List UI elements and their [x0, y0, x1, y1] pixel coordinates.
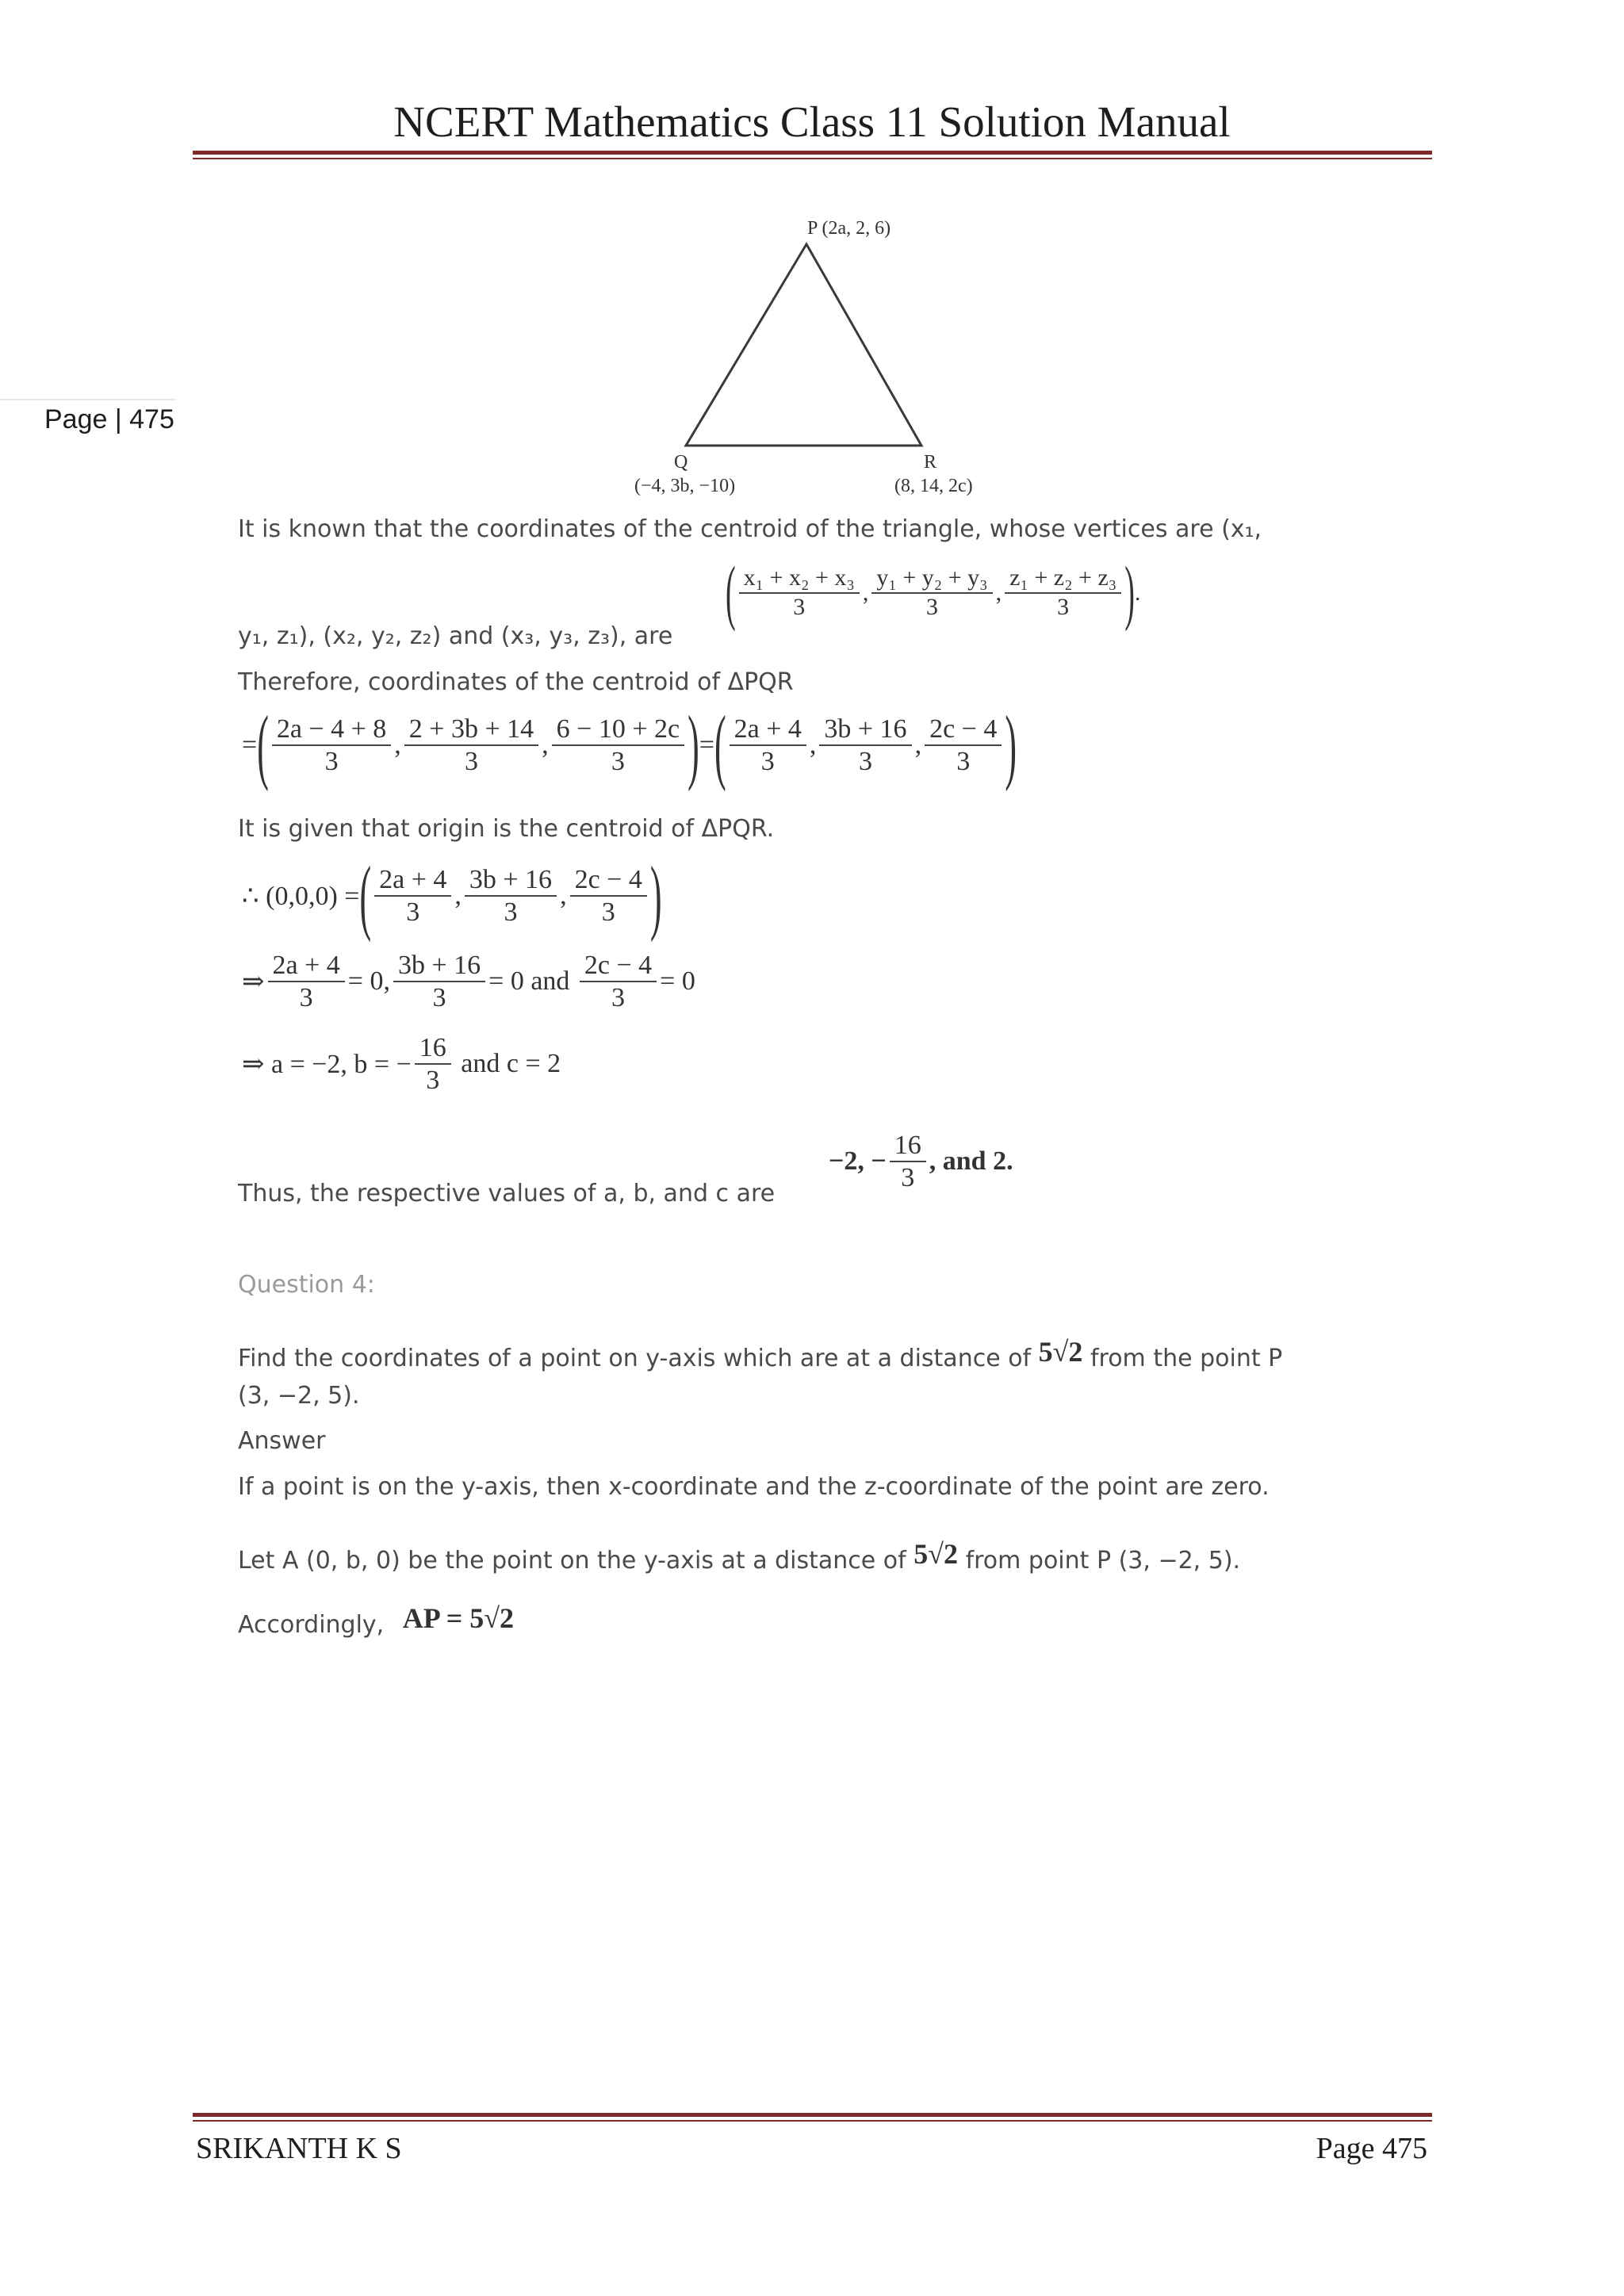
distance-value-2: 5√2: [914, 1538, 959, 1570]
centroid-x-num: x₁ + x₂ + x₃: [739, 564, 860, 594]
header-rule-thick: [193, 151, 1432, 155]
centroid-z-den: 3: [1057, 593, 1070, 620]
question-4-line-1: Find the coordinates of a point on y-axis which are at a distance of 5√2 from the point P: [238, 1336, 1283, 1372]
body-line-2: y₁, z₁), (x₂, y₂, z₂) and (x₃, y₃, z₃), are: [238, 622, 673, 650]
answer-line-1: If a point is on the y-axis, then x-coordinate and the z-coordinate of the point are zero.: [238, 1473, 1270, 1501]
equation-componentwise: ⇒ $\frac{2a + 4}{3}$ = 0, $\frac{3b + 16}{3}$ = 0 and $\frac{2c - 4}{3}$ = 0: [242, 951, 695, 1013]
centroid-formula: ( $\frac{\text{x₁ + x₂ + x₃}}{3}$ , $\frac{\text{y₁ + y₂ + y₃}}{3}$ , $\frac{\text{z₁ + z₂ + z₃}}{3}$ ) .: [726, 553, 1141, 633]
footer-rule-thin: [193, 2120, 1432, 2122]
equation-centroid-substitution: = ( $\frac{2a - 4 + 8}{3}$ , $\frac{2 + 3b + 14}{3}$ , $\frac{6 - 10 + 2c}{3}$ ) = ( $\frac{2a + 4}{3}$ , $\frac{3b + 16}{3}$ , $\frac{2c - 4}{3}$ ): [242, 698, 1017, 792]
triangle-pqr-figure: [619, 214, 1015, 507]
centroid-z-num: z₁ + z₂ + z₃: [1005, 564, 1121, 594]
ap-equation: AP = 5√2: [402, 1602, 515, 1634]
vertex-r-name: R: [924, 452, 937, 473]
page-header-title: NCERT Mathematics Class 11 Solution Manual: [393, 98, 1231, 146]
centroid-y-num: y₁ + y₂ + y₃: [871, 564, 992, 594]
vertex-r-coords: (8, 14, 2c): [894, 476, 973, 496]
vertex-q-name: Q: [674, 452, 688, 473]
side-divider: [0, 399, 176, 400]
body-line-1: It is known that the coordinates of the centroid of the triangle, whose vertices are (x₁,: [238, 515, 1262, 543]
question-4-heading: Question 4:: [238, 1271, 375, 1299]
body-line-3: Therefore, coordinates of the centroid of ΔPQR: [238, 668, 794, 696]
body-line-4: It is given that origin is the centroid of ΔPQR.: [238, 815, 775, 843]
header-rule-thin: [193, 158, 1432, 159]
centroid-y-den: 3: [925, 593, 938, 620]
equation-origin-centroid: ∴ (0,0,0) = ( $\frac{2a + 4}{3}$ , $\frac{3b + 16}{3}$ , $\frac{2c - 4}{3}$ ): [242, 849, 662, 943]
centroid-x-den: 3: [793, 593, 806, 620]
body-line-5: Thus, the respective values of a, b, and c are: [238, 1180, 776, 1207]
vertex-q-coords: (−4, 3b, −10): [634, 476, 736, 496]
footer-rule-thick: [193, 2113, 1432, 2117]
answer-line-2: Let A (0, b, 0) be the point on the y-axis at a distance of 5√2 from point P (3, −2, 5).: [238, 1538, 1241, 1575]
vertex-p-label: P (2a, 2, 6): [807, 218, 891, 239]
centroid-formula-tail: .: [1134, 579, 1141, 606]
footer-author: SRIKANTH K S: [196, 2132, 402, 2165]
question-4-line-2: (3, −2, 5).: [238, 1382, 360, 1410]
answer-line-3: Accordingly, AP = 5√2: [238, 1602, 515, 1639]
distance-value: 5√2: [1038, 1336, 1083, 1368]
answer-values: −2, − $\frac{16}{3}$ , and 2.: [829, 1131, 1013, 1193]
side-page-label: Page | 475: [44, 404, 174, 434]
equation-solution: ⇒ a = −2, b = − $\frac{16}{3}$ and c = 2: [242, 1033, 561, 1096]
footer-page-number: Page 475: [1316, 2132, 1427, 2165]
answer-label: Answer: [238, 1427, 326, 1455]
